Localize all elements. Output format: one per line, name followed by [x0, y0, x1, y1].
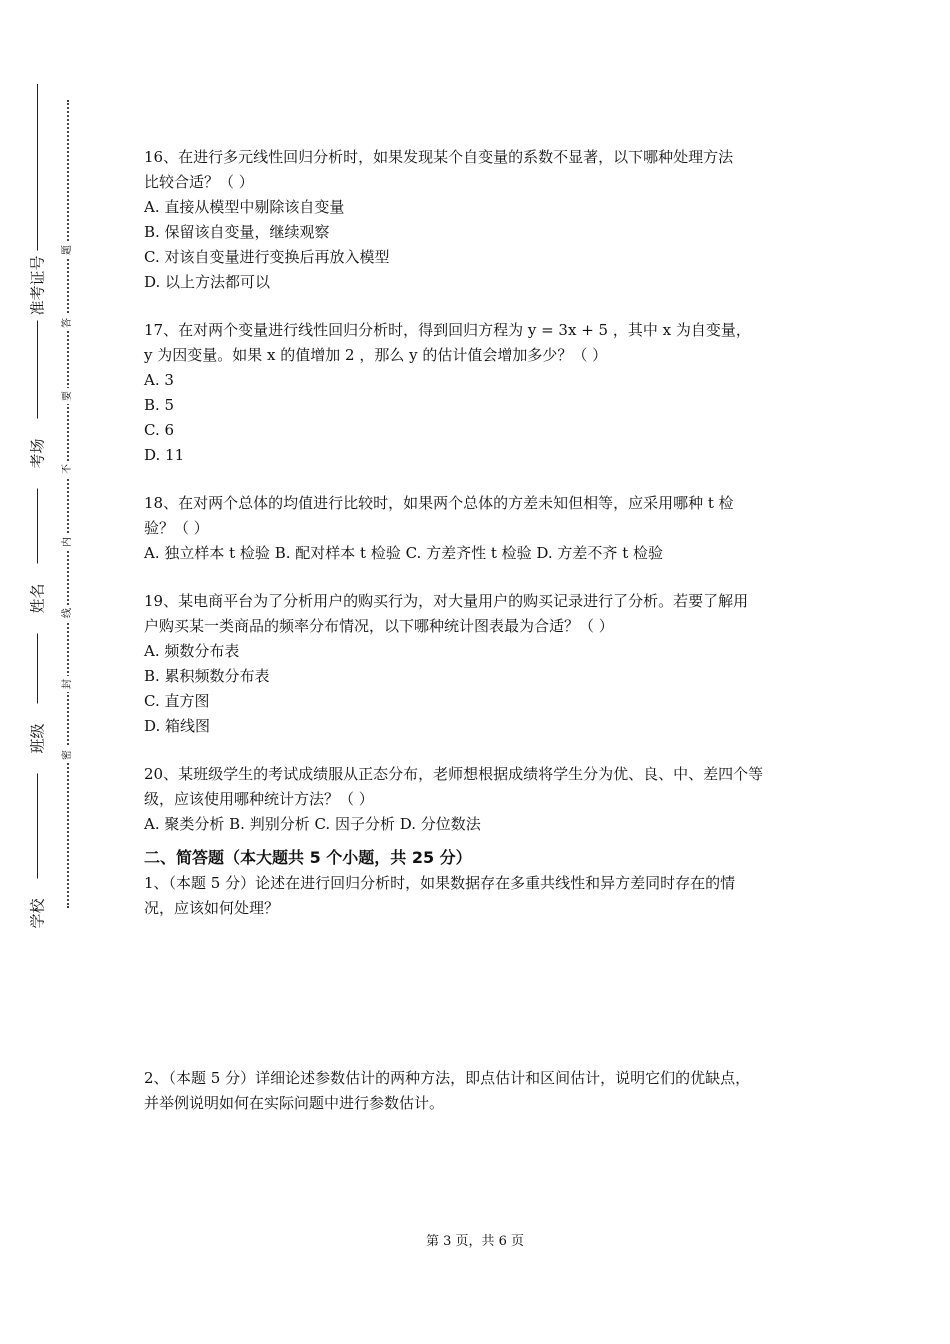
- short-answer-2: [144, 1066, 824, 1116]
- seal-char: 题: [61, 242, 75, 258]
- seal-char: 线: [61, 605, 75, 621]
- question-stem: 况，应该如何处理？: [144, 899, 280, 917]
- question-stem: 级，应该使用哪种统计方法？（ ）: [144, 790, 374, 808]
- question-stem: 并举例说明如何在实际问题中进行参数估计。: [144, 1094, 445, 1112]
- option: A. 频数分布表: [144, 642, 240, 660]
- question-17: [144, 318, 824, 468]
- question-stem: 验？（ ）: [144, 519, 209, 537]
- label-exam-room: 考场: [27, 419, 48, 489]
- question-18: [144, 491, 824, 566]
- question-20: [144, 762, 824, 837]
- option: B. 保留该自变量，继续观察: [144, 223, 330, 241]
- question-stem: 1、（本题 5 分）论述在进行回归分析时，如果数据存在多重共线性和异方差同时存在的情: [144, 874, 736, 892]
- option: C. 对该自变量进行变换后再放入模型: [144, 248, 390, 266]
- answer-space: [144, 921, 824, 1066]
- short-answer-1: [144, 871, 824, 921]
- question-stem: 20、某班级学生的考试成绩服从正态分布，老师想根据成绩将学生分为优、良、中、差四个等: [144, 765, 764, 783]
- option: D. 箱线图: [144, 717, 211, 735]
- option: A. 3: [144, 371, 174, 389]
- question-stem: 2、（本题 5 分）详细论述参数估计的两种方法，即点估计和区间估计，说明它们的优缺点，: [144, 1069, 751, 1087]
- question-stem: 18、在对两个总体的均值进行比较时，如果两个总体的方差未知但相等，应采用哪种 t 检: [144, 494, 734, 512]
- question-stem: 17、在对两个变量进行线性回归分析时，得到回归方程为 y = 3x + 5 ，其中 x 为自变量，: [144, 321, 751, 339]
- binding-solid-line: [37, 84, 38, 920]
- question-stem: 16、在进行多元线性回归分析时，如果发现某个自变量的系数不显著，以下哪种处理方法: [144, 148, 734, 166]
- section-title: 二、简答题（本大题共 5 个小题，共 25 分）: [144, 848, 472, 867]
- question-stem: y 为因变量。如果 x 的值增加 2 ，那么 y 的估计值会增加多少？（ ）: [144, 346, 608, 364]
- binding-dotted-line: [67, 100, 69, 908]
- option: A. 聚类分析 B. 判别分析 C. 因子分析 D. 分位数法: [144, 815, 481, 833]
- label-exam-id: 准考证号: [27, 251, 48, 321]
- question-stem: 户购买某一类商品的频率分布情况，以下哪种统计图表最为合适？（ ）: [144, 617, 614, 635]
- option: B. 累积频数分布表: [144, 667, 270, 685]
- option: D. 以上方法都可以: [144, 273, 271, 291]
- option: B. 5: [144, 396, 175, 414]
- option: D. 11: [144, 446, 185, 464]
- seal-char: 不: [61, 461, 75, 477]
- option: A. 直接从模型中剔除该自变量: [144, 198, 345, 216]
- question-19: [144, 589, 824, 739]
- question-stem: 19、某电商平台为了分析用户的购买行为，对大量用户的购买记录进行了分析。若要了解用: [144, 592, 749, 610]
- seal-char: 答: [61, 315, 75, 331]
- option: A. 独立样本 t 检验 B. 配对样本 t 检验 C. 方差齐性 t 检验 D. 方差不齐 t 检验: [144, 544, 663, 562]
- option: C. 直方图: [144, 692, 210, 710]
- page-number: 第 3 页，共 6 页: [425, 1234, 525, 1249]
- label-school: 学校: [27, 879, 48, 949]
- question-stem: 比较合适？（ ）: [144, 173, 254, 191]
- seal-char: 密: [61, 747, 75, 763]
- exam-content: [144, 145, 824, 1116]
- seal-char: 封: [61, 676, 75, 692]
- label-name: 姓名: [27, 564, 48, 634]
- seal-char: 内: [61, 534, 75, 550]
- seal-char: 要: [61, 388, 75, 404]
- option: C. 6: [144, 421, 175, 439]
- question-16: [144, 145, 824, 295]
- label-class: 班级: [27, 704, 48, 774]
